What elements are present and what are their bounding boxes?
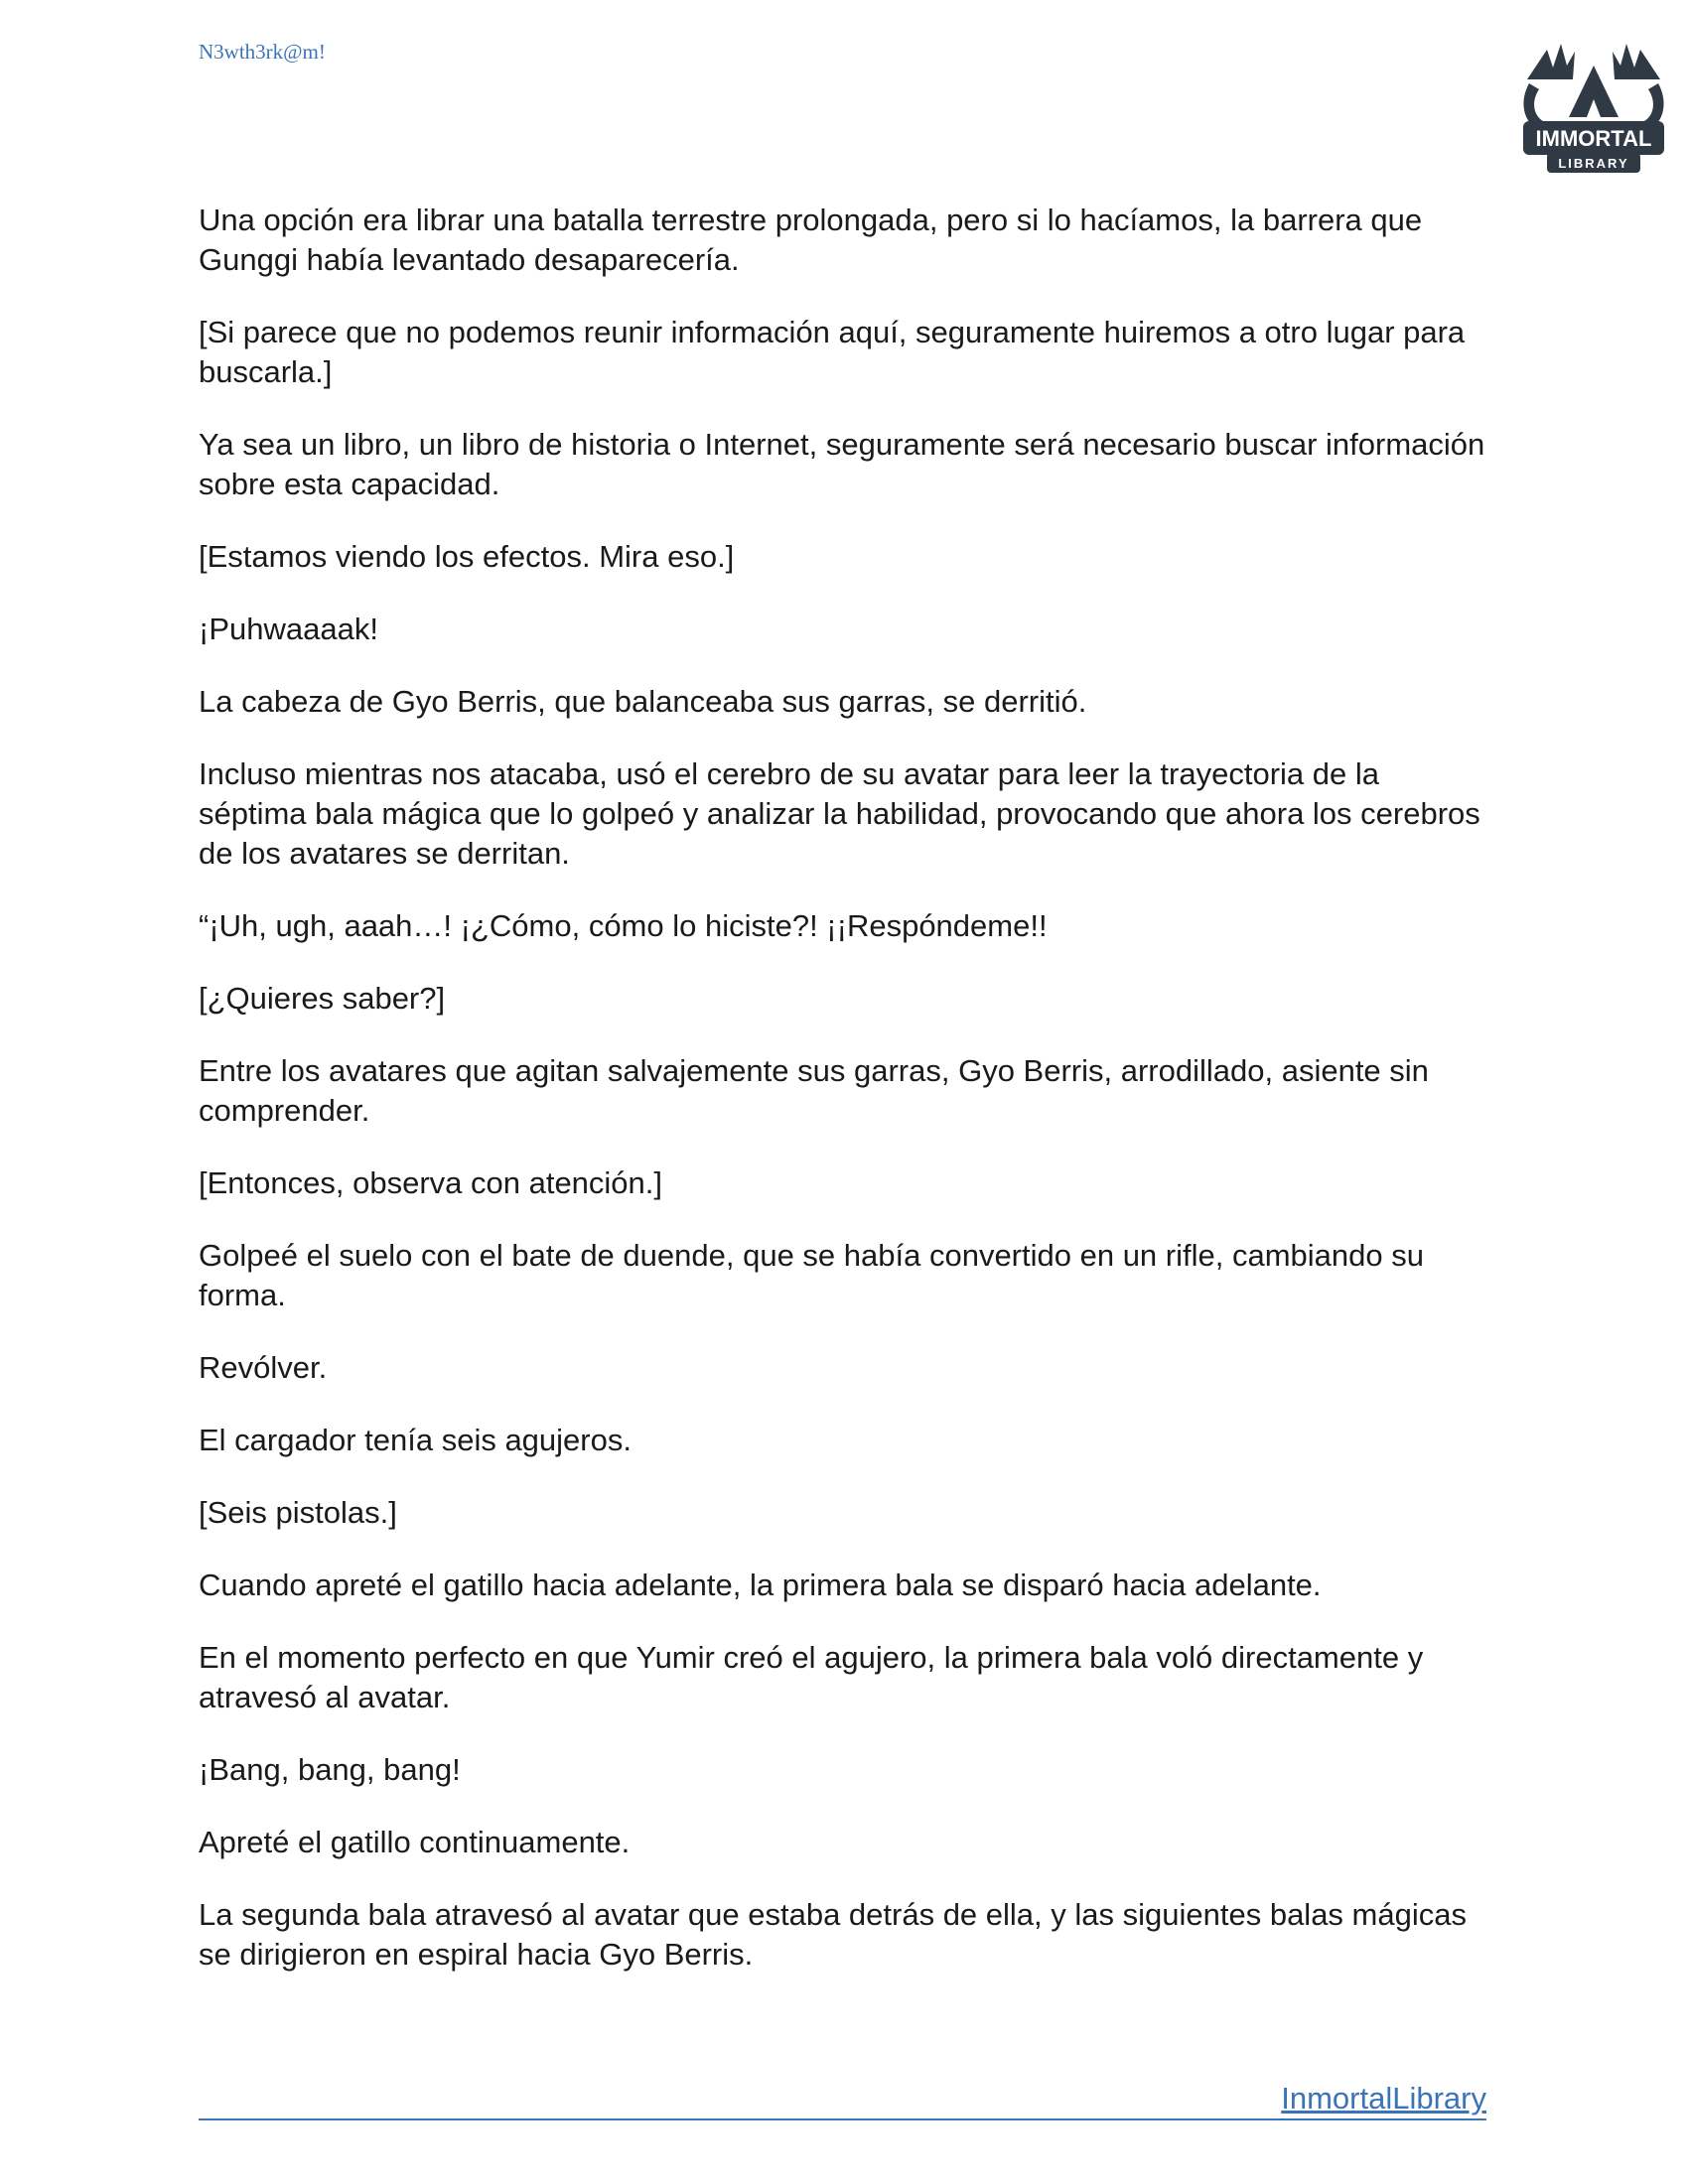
paragraph: Cuando apreté el gatillo hacia adelante, la primera bala se disparó hacia adelante. — [199, 1568, 1322, 1602]
paragraph: [Entonces, observa con atención.] — [199, 1165, 663, 1200]
immortal-library-logo — [1509, 22, 1678, 191]
paragraph: En el momento perfecto en que Yumir creó el agujero, la primera bala voló directamente y atravesó al avatar. — [199, 1640, 1424, 1714]
logo-emblem-icon — [1509, 22, 1678, 191]
logo-text-top: IMMORTAL — [1535, 126, 1652, 151]
paragraph: La cabeza de Gyo Berris, que balanceaba sus garras, se derritió. — [199, 684, 1087, 719]
paragraph: El cargador tenía seis agujeros. — [199, 1423, 632, 1457]
paragraph: Entre los avatares que agitan salvajemente sus garras, Gyo Berris, arrodillado, asiente sin comprender. — [199, 1053, 1429, 1128]
paragraph: “¡Uh, ugh, aaah…! ¡¿Cómo, cómo lo hiciste?! ¡¡Respóndeme!! — [199, 908, 1048, 943]
paragraph: ¡Puhwaaaak! — [199, 612, 378, 646]
paragraph: Revólver. — [199, 1350, 328, 1385]
logo-text-bottom: LIBRARY — [1558, 156, 1629, 171]
footer-rule — [199, 2079, 1486, 2120]
paragraph: [Si parece que no podemos reunir información aquí, seguramente huiremos a otro lugar para buscarla.] — [199, 315, 1466, 389]
paragraph: Golpeé el suelo con el bate de duende, que se había convertido en un rifle, cambiando su forma. — [199, 1238, 1424, 1312]
document-body — [199, 201, 1489, 2007]
paragraph: [Seis pistolas.] — [199, 1495, 397, 1530]
paragraph: Apreté el gatillo continuamente. — [199, 1825, 631, 1859]
paragraph: [¿Quieres saber?] — [199, 981, 446, 1016]
paragraph: [Estamos viendo los efectos. Mira eso.] — [199, 539, 735, 574]
paragraph: Incluso mientras nos atacaba, usó el cerebro de su avatar para leer la trayectoria de la séptima bala mágica que lo golpeó y analizar la habilidad, provocando que ahora los cerebros de los avatares se derritan. — [199, 756, 1480, 871]
paragraph: ¡Bang, bang, bang! — [199, 1752, 461, 1787]
paragraph: Una opción era librar una batalla terrestre prolongada, pero si lo hacíamos, la barrera que Gunggi había levantado desaparecería. — [199, 203, 1423, 277]
header-watermark: N3wth3rk@m! — [199, 40, 326, 64]
paragraph: Ya sea un libro, un libro de historia o Internet, seguramente será necesario buscar información sobre esta capacidad. — [199, 427, 1485, 501]
footer-link[interactable]: InmortalLibrary — [1281, 2081, 1486, 2116]
paragraph: La segunda bala atravesó al avatar que estaba detrás de ella, y las siguientes balas mágicas se dirigieron en espiral hacia Gyo Berris. — [199, 1897, 1467, 1972]
